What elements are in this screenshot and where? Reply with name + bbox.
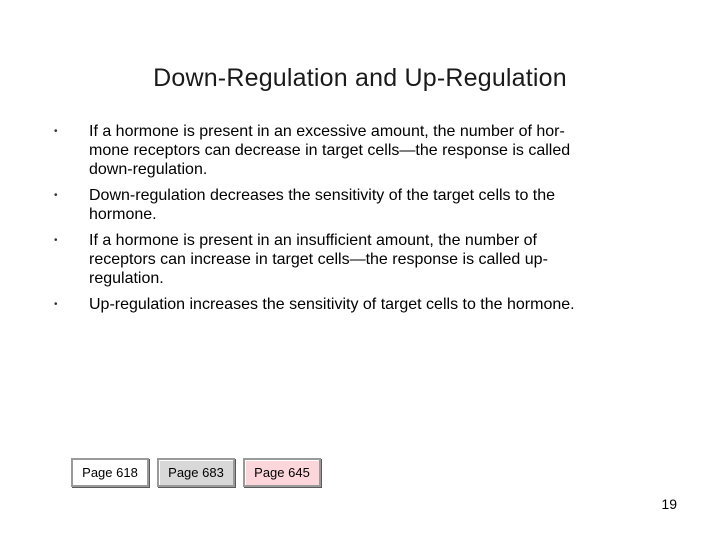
bullet-marker: • xyxy=(54,126,58,137)
bullet-list xyxy=(54,122,654,321)
bullet-item xyxy=(54,122,654,179)
bullet-text: If a hormone is present in an insufficient amount, the number of receptors can increase in target cells—the response is called up- regulation. xyxy=(89,232,548,287)
bullet-marker: • xyxy=(54,299,58,310)
page-618-button[interactable]: Page 618 xyxy=(71,458,149,487)
page-645-button[interactable]: Page 645 xyxy=(243,458,321,487)
slide-number: 19 xyxy=(661,496,677,512)
bullet-item xyxy=(54,295,654,314)
bullet-text: Up-regulation increases the sensitivity of target cells to the hormone. xyxy=(89,296,575,313)
bullet-item xyxy=(54,231,654,288)
page-683-button[interactable]: Page 683 xyxy=(157,458,235,487)
bullet-item xyxy=(54,186,654,224)
bullet-text: If a hormone is present in an excessive amount, the number of hor- mone receptors can decrease in target cells—the response is called down-regulation. xyxy=(89,123,571,178)
bullet-marker: • xyxy=(54,235,58,246)
slide-title: Down-Regulation and Up-Regulation xyxy=(153,64,567,92)
bullet-marker: • xyxy=(54,190,58,201)
bullet-text: Down-regulation decreases the sensitivity of the target cells to the hormone. xyxy=(89,187,556,223)
